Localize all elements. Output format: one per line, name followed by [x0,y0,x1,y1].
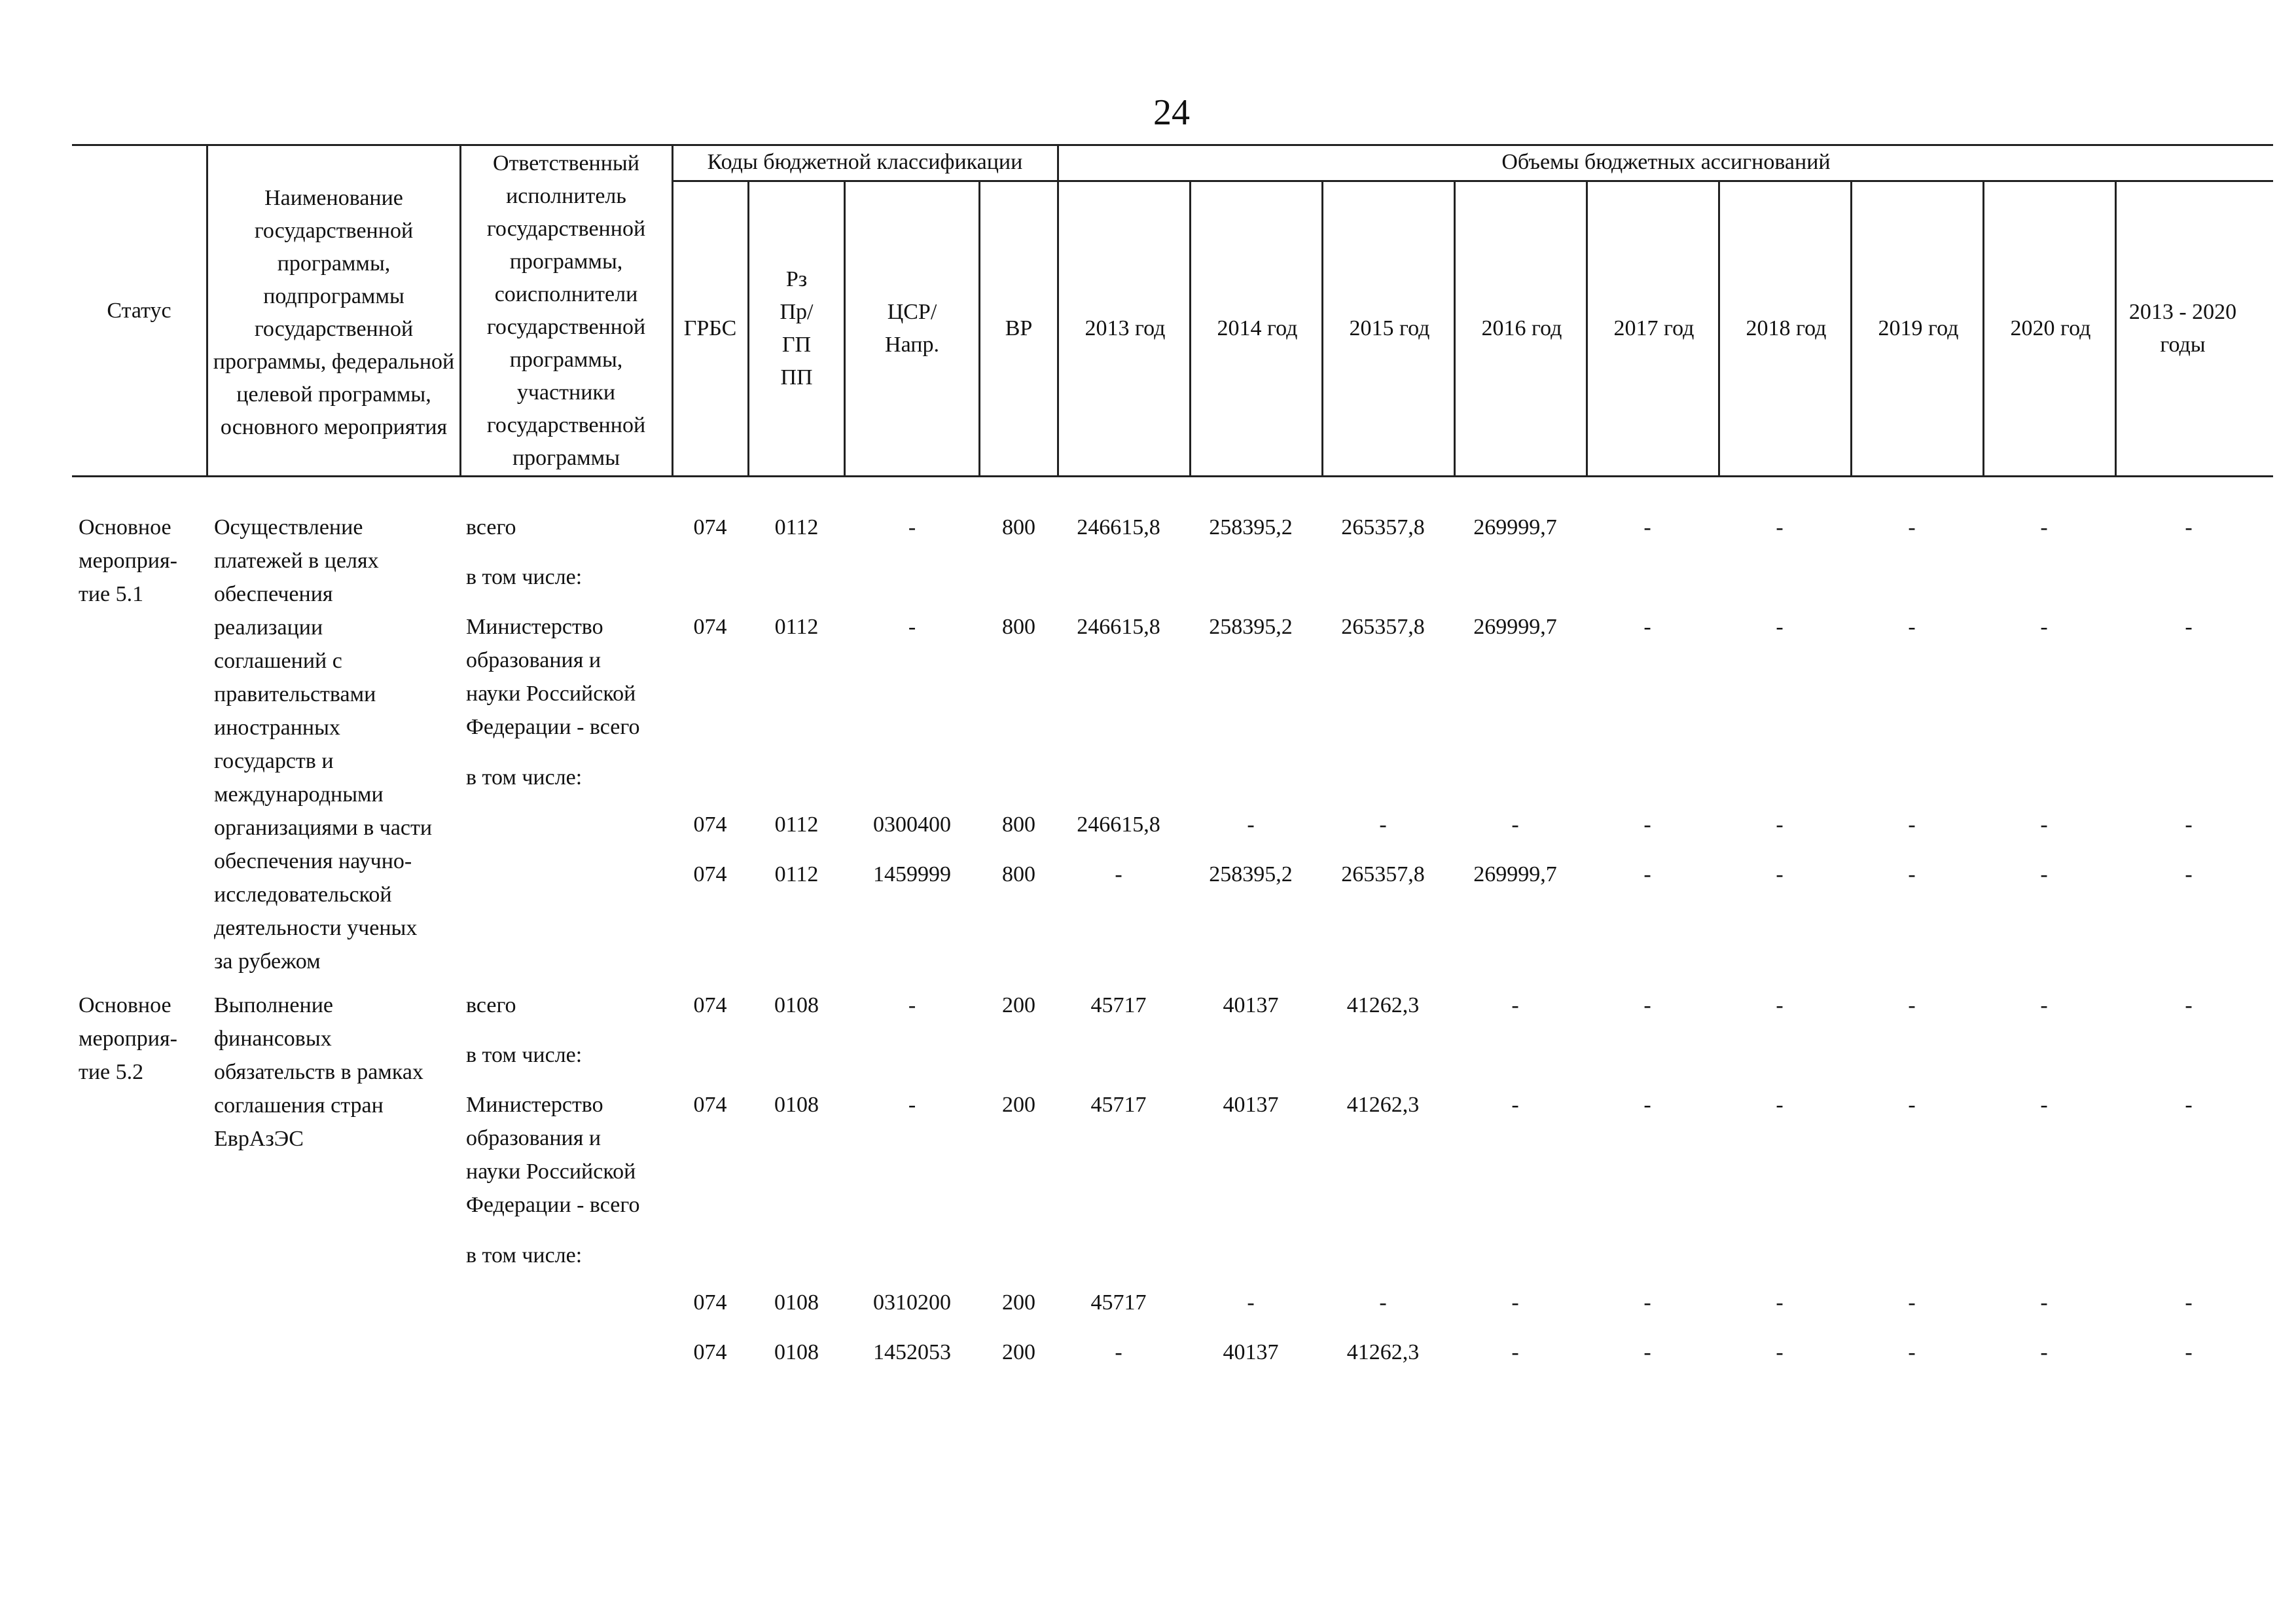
code-csr-cell: 0310200 [873,1290,951,1315]
amount-cell: 265357,8 [1341,515,1425,539]
header-rzpr: Рз Пр/ ГП ПП [780,267,814,390]
responsible-cell: Федерации - всего [466,1193,640,1217]
program-name-cell: Выполнение [214,993,334,1017]
amount-cell: - [1776,812,1784,837]
program-name-cell: за рубежом [214,949,321,974]
amount-cell: 40137 [1223,1340,1279,1364]
amount-cell: - [2185,515,2193,539]
amount-cell: - [2040,1340,2048,1364]
amount-cell: 40137 [1223,1093,1279,1117]
amount-cell: 41262,3 [1346,993,1420,1017]
code-vr-cell: 200 [1002,993,1035,1017]
amount-cell: - [2185,993,2193,1017]
amount-cell: 40137 [1223,993,1279,1017]
amount-cell: 265357,8 [1341,615,1425,639]
code-vr-cell: 800 [1002,515,1035,539]
header-col-divider [747,180,749,475]
program-name-cell: международными [214,782,384,807]
program-name-cell: организациями в части [214,816,433,840]
amount-cell: - [1115,1340,1122,1364]
amount-cell: - [1643,993,1651,1017]
header-volumes-group: Объемы бюджетных ассигнований [1501,150,1831,174]
code-vr-cell: 800 [1002,615,1035,639]
amount-cell: - [1643,862,1651,886]
code-rzpr-cell: 0108 [774,1093,819,1117]
code-rzpr-cell: 0108 [774,993,819,1017]
amount-cell: - [1908,615,1916,639]
code-vr-cell: 200 [1002,1093,1035,1117]
header-name: Наименование государственной программы, подпрограммы государственной программы, федеральной целевой программы, основного мероприятия [213,185,455,439]
amount-cell: - [1776,993,1784,1017]
amount-cell: 269999,7 [1473,515,1557,539]
header-status: Статус [107,298,171,323]
responsible-cell: в том числе: [466,1043,583,1067]
amount-cell: 41262,3 [1346,1340,1420,1364]
amount-cell: - [2040,615,2048,639]
status-cell: Основное [79,993,171,1017]
amount-cell: - [2040,862,2048,886]
amount-cell: - [1908,812,1916,837]
header-col-divider [672,144,673,475]
amount-cell: 246615,8 [1077,812,1160,837]
amount-cell: - [1776,515,1784,539]
code-csr-cell: 1452053 [873,1340,951,1364]
amount-cell: - [1643,1340,1651,1364]
code-grbs-cell: 074 [693,1340,727,1364]
amount-cell: 258395,2 [1209,862,1293,886]
code-grbs-cell: 074 [693,862,727,886]
amount-cell: - [2185,812,2193,837]
amount-cell: - [1908,515,1916,539]
status-cell: тие 5.1 [79,582,144,606]
amount-cell: - [1511,1340,1519,1364]
status-cell: мероприя- [79,549,177,573]
header-year: 2014 год [1217,316,1298,340]
amount-cell: - [1908,1093,1916,1117]
program-name-cell: реализации [214,615,323,640]
amount-cell: - [2040,515,2048,539]
responsible-cell: науки Российской [466,682,636,706]
program-name-cell: финансовых [214,1027,332,1051]
program-name-cell: Осуществление [214,515,363,539]
header-year: 2018 год [1746,316,1827,340]
amount-cell: - [2040,1290,2048,1315]
responsible-cell: всего [466,993,516,1017]
code-csr-cell: - [908,515,916,539]
amount-cell: - [1776,615,1784,639]
code-rzpr-cell: 0108 [774,1290,819,1315]
code-rzpr-cell: 0112 [774,515,819,539]
status-cell: Основное [79,515,171,539]
amount-cell: - [2185,615,2193,639]
status-cell: тие 5.2 [79,1060,144,1084]
amount-cell: - [1643,1093,1651,1117]
amount-cell: - [1247,1290,1255,1315]
amount-cell: - [2185,1290,2193,1315]
amount-cell: - [1643,1290,1651,1315]
amount-cell: 265357,8 [1341,862,1425,886]
program-name-cell: государств и [214,749,334,773]
code-grbs-cell: 074 [693,1093,727,1117]
amount-cell: - [1511,1093,1519,1117]
header-col-divider [459,144,461,475]
header-year: 2013 - 2020 годы [2128,300,2237,357]
code-vr-cell: 200 [1002,1340,1035,1364]
amount-cell: - [1776,1093,1784,1117]
header-grbs: ГРБС [683,316,737,340]
code-rzpr-cell: 0112 [774,615,819,639]
amount-cell: - [1908,1340,1916,1364]
amount-cell: 269999,7 [1473,862,1557,886]
header-year: 2016 год [1481,316,1562,340]
code-csr-cell: - [908,993,916,1017]
header-year: 2015 год [1349,316,1430,340]
code-vr-cell: 800 [1002,862,1035,886]
amount-cell: - [1908,1290,1916,1315]
amount-cell: - [1115,862,1122,886]
program-name-cell: платежей в целях [214,549,379,573]
amount-cell: 45717 [1090,1290,1147,1315]
code-grbs-cell: 074 [693,515,727,539]
amount-cell: 45717 [1090,993,1147,1017]
code-rzpr-cell: 0112 [774,862,819,886]
status-cell: мероприя- [79,1027,177,1051]
code-grbs-cell: 074 [693,1290,727,1315]
code-grbs-cell: 074 [693,993,727,1017]
program-name-cell: обеспечения научно- [214,849,412,873]
amount-cell: - [2185,1340,2193,1364]
page-number: 24 [1153,92,1190,133]
responsible-cell: в том числе: [466,1243,583,1267]
amount-cell: - [1379,812,1387,837]
program-name-cell: ЕврАзЭС [214,1127,304,1151]
responsible-cell: в том числе: [466,565,583,589]
code-csr-cell: 1459999 [873,862,951,886]
header-vr: ВР [1005,316,1033,340]
program-name-cell: исследовательской [214,883,392,907]
header-responsible: Ответственный исполнитель государственной программы, соисполнители государственной программы, участники государственной программы [486,151,646,470]
amount-cell: - [1643,812,1651,837]
responsible-cell: Министерство [466,1093,603,1117]
amount-cell: - [1511,812,1519,837]
amount-cell: 41262,3 [1346,1093,1420,1117]
amount-cell: - [2185,862,2193,886]
header-csr: ЦСР/ Напр. [885,300,939,357]
code-vr-cell: 800 [1002,812,1035,837]
amount-cell: - [1643,515,1651,539]
header-year: 2019 год [1878,316,1959,340]
header-codes-group: Коды бюджетной классификации [707,150,1023,174]
code-rzpr-cell: 0108 [774,1340,819,1364]
amount-cell: - [1247,812,1255,837]
amount-cell: - [1908,993,1916,1017]
responsible-cell: в том числе: [466,765,583,790]
code-rzpr-cell: 0112 [774,812,819,837]
code-csr-cell: 0300400 [873,812,951,837]
program-name-cell: иностранных [214,716,340,740]
program-name-cell: соглашения стран [214,1093,384,1118]
amount-cell: - [1511,1290,1519,1315]
amount-cell: 269999,7 [1473,615,1557,639]
code-vr-cell: 200 [1002,1290,1035,1315]
amount-cell: - [1379,1290,1387,1315]
responsible-cell: всего [466,515,516,539]
responsible-cell: образования и [466,1126,601,1150]
amount-cell: 258395,2 [1209,615,1293,639]
program-name-cell: обеспечения [214,582,333,606]
amount-cell: - [1776,1340,1784,1364]
amount-cell: - [1643,615,1651,639]
responsible-cell: Министерство [466,615,603,639]
code-csr-cell: - [908,1093,916,1117]
header-year: 2020 год [2010,316,2091,340]
amount-cell: - [1776,862,1784,886]
program-name-cell: соглашений с [214,649,342,673]
amount-cell: 246615,8 [1077,615,1160,639]
header-year: 2013 год [1085,316,1166,340]
responsible-cell: науки Российской [466,1159,636,1184]
program-name-cell: правительствами [214,682,376,706]
amount-cell: 258395,2 [1209,515,1293,539]
header-col-divider [978,180,980,475]
code-grbs-cell: 074 [693,812,727,837]
responsible-cell: образования и [466,648,601,672]
amount-cell: 45717 [1090,1093,1147,1117]
header-top-border [72,144,2273,146]
amount-cell: 246615,8 [1077,515,1160,539]
amount-cell: - [2185,1093,2193,1117]
amount-cell: - [2040,1093,2048,1117]
program-name-cell: обязательств в рамках [214,1060,423,1084]
header-col-divider [206,144,208,475]
responsible-cell: Федерации - всего [466,715,640,739]
program-name-cell: деятельности ученых [214,916,418,940]
amount-cell: - [1908,862,1916,886]
amount-cell: - [1511,993,1519,1017]
amount-cell: - [2040,993,2048,1017]
code-csr-cell: - [908,615,916,639]
amount-cell: - [2040,812,2048,837]
amount-cell: - [1776,1290,1784,1315]
code-grbs-cell: 074 [693,615,727,639]
header-col-divider [844,180,846,475]
header-year: 2017 год [1613,316,1695,340]
